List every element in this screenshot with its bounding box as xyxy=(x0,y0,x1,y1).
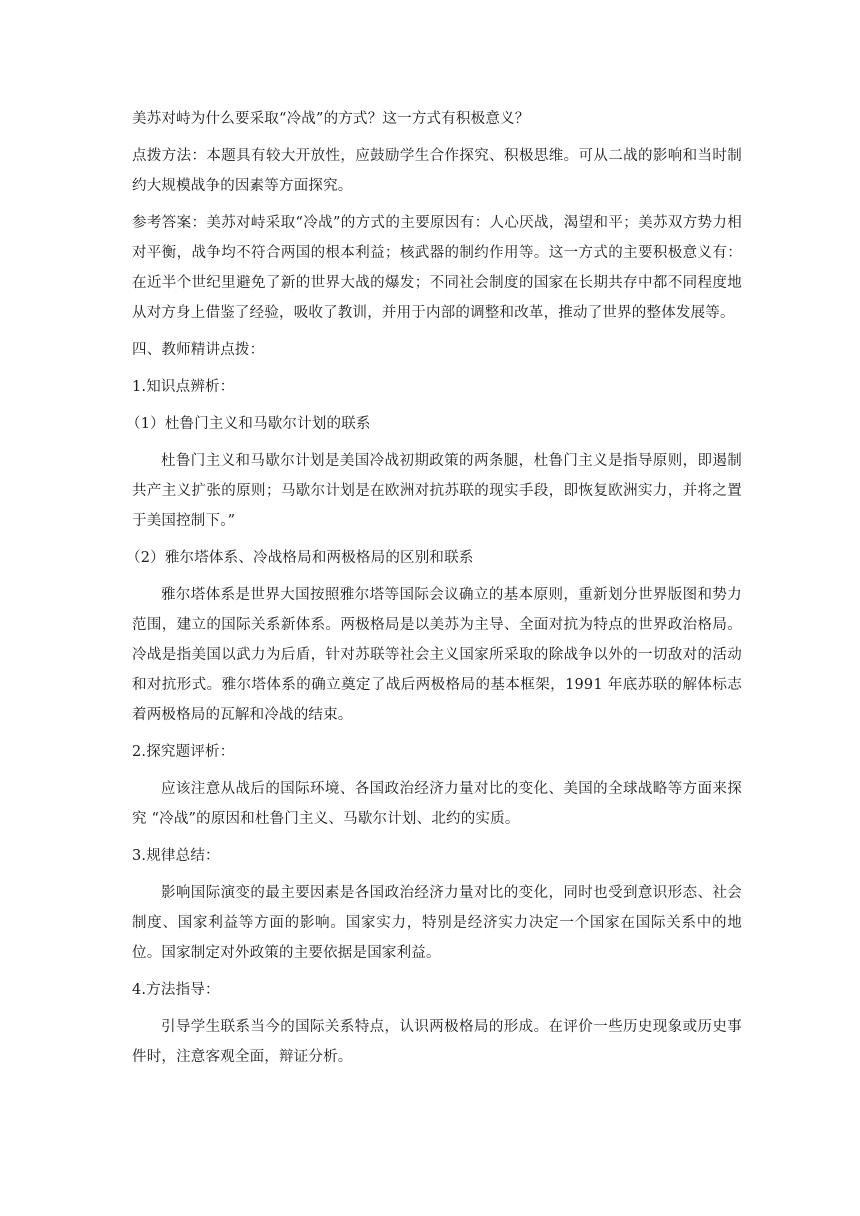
body-paragraph: 应该注意从战后的国际环境、各国政治经济力量对比的变化、美国的全球战略等方面来探究 “冷战”的原因和杜鲁门主义、马歇尔计划、北约的实质。 xyxy=(132,781,742,827)
section-heading: 四、教师精讲点拨： xyxy=(132,342,265,358)
item-heading: 4.方法指导： xyxy=(132,982,220,998)
item-heading: 1.知识点辨析： xyxy=(132,379,235,395)
document-body xyxy=(126,104,742,1079)
body-paragraph: 雅尔塔体系是世界大国按照雅尔塔等国际会议确立的基本原则，重新划分世界版图和势力范围，建立的国际关系新体系。两极格局是以美苏为主导、全面对抗为特点的世界政治格局。冷战是指美国以武力为后盾，针对苏联等社会主义国家所采取的除战争以外的一切敌对的活动和对抗形式。雅尔塔体系的确立奠定了战后两极格局的基本框架，1991 年底苏联的解体标志着两极格局的瓦解和冷战的结束。 xyxy=(132,587,742,723)
answer-paragraph: 参考答案：美苏对峙采取“冷战”的方式的主要原因有：人心厌战，渴望和平；美苏双方势力相对平衡，战争均不符合两国的根本利益；核武器的制约作用等。这一方式的主要积极意义有：在近半个世纪里避免了新的世界大战的爆发；不同社会制度的国家在长期共存中都不同程度地从对方身上借鉴了经验，吸收了教训，并用于内部的调整和改革，推动了世界的整体发展等。 xyxy=(132,215,742,321)
item-heading: 2.探究题评析： xyxy=(132,744,235,760)
question-paragraph: 美苏对峙为什么要采取“冷战”的方式？这一方式有积极意义？ xyxy=(132,111,530,127)
item-heading: 3.规律总结： xyxy=(132,848,220,864)
method-paragraph: 点拨方法：本题具有较大开放性，应鼓励学生合作探究、积极思维。可从二战的影响和当时制约大规模战争的因素等方面探究。 xyxy=(132,148,742,194)
body-paragraph: 影响国际演变的最主要因素是各国政治经济力量对比的变化，同时也受到意识形态、社会制度、国家利益等方面的影响。国家实力，特别是经济实力决定一个国家在国际关系中的地位。国家制定对外政策的主要依据是国家利益。 xyxy=(132,885,742,961)
subheading: （2）雅尔塔体系、冷战格局和两极格局的区别和联系 xyxy=(126,550,474,566)
body-paragraph: 杜鲁门主义和马歇尔计划是美国冷战初期政策的两条腿，杜鲁门主义是指导原则，即遏制共产主义扩张的原则；马歇尔计划是在欧洲对抗苏联的现实手段，即恢复欧洲实力，并将之置于美国控制下。” xyxy=(132,453,742,529)
body-paragraph: 引导学生联系当今的国际关系特点，认识两极格局的形成。在评价一些历史现象或历史事件时，注意客观全面，辩证分析。 xyxy=(132,1019,742,1065)
subheading: （1）杜鲁门主义和马歇尔计划的联系 xyxy=(126,416,371,432)
